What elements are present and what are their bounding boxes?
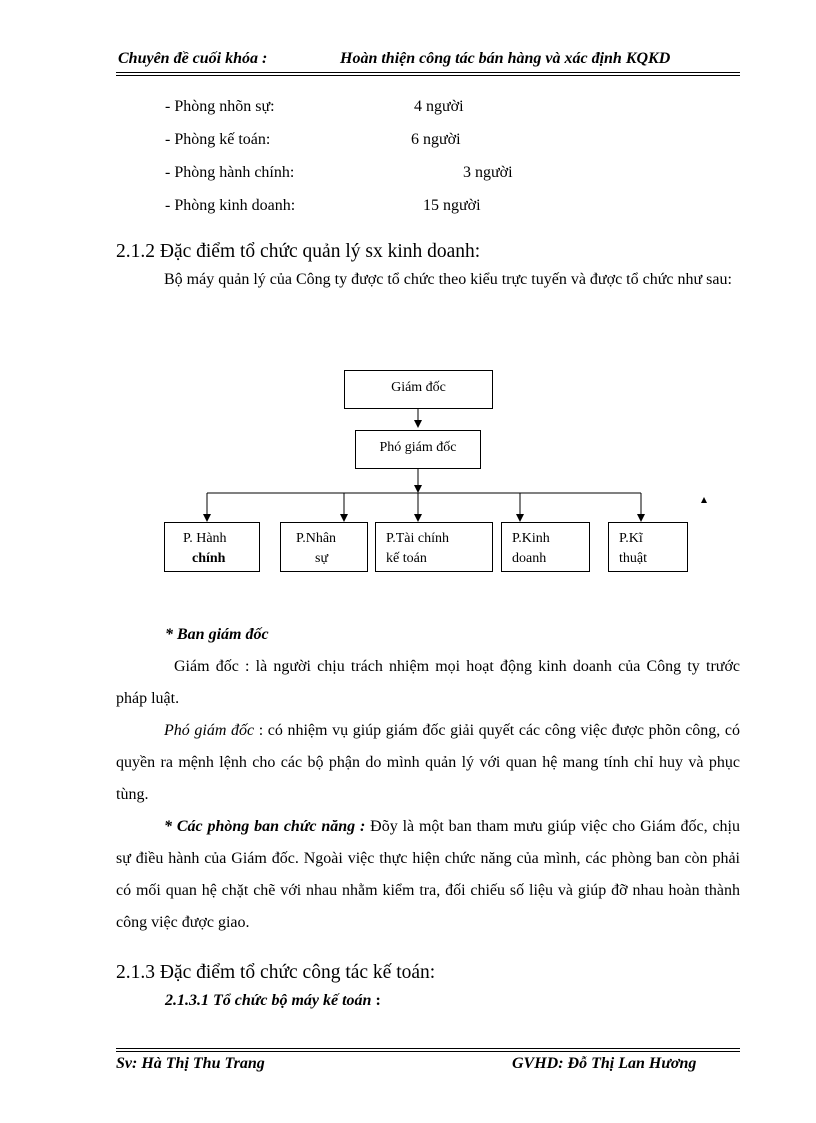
section-2131-title: 2.1.3.1 Tổ chức bộ máy kế toán [165, 992, 372, 1009]
section-2131-suffix: : [371, 992, 381, 1009]
org-box-dept [375, 522, 493, 572]
org-box-dept-line2: chính [192, 551, 226, 566]
staff-count: 4 người [414, 98, 464, 115]
org-box-dept-line2: sự [315, 551, 329, 566]
section-213-heading: 2.1.3 Đặc điểm tổ chức công tác kế toán: [116, 962, 436, 983]
footer-left: Sv: Hà Thị Thu Trang [116, 1055, 265, 1072]
board-departments-text: Đõy là một ban tham mưu giúp việc cho Giám đốc, chịu sự điều hành của Giám đốc. Ngoài việc thực hiện chức năng của mình, các phòng ban còn phải có mối quan hệ chặt chẽ với nhau nhằm kiểm tra, đối chiếu số liệu và giúp đỡ nhau hoàn thành công việc được giao. [116, 818, 741, 931]
org-box-director-label: Giám đốc [391, 380, 446, 395]
org-box-dept [164, 522, 260, 572]
org-box-dept-line2: kế toán [386, 551, 427, 566]
footer-rule-bottom [116, 1051, 740, 1052]
header-left: Chuyên đề cuối khóa : [118, 50, 268, 67]
org-box-dept-line2: doanh [512, 551, 547, 566]
header-right: Hoàn thiện công tác bán hàng và xác định KQKD [340, 50, 671, 67]
org-box-dept-line1: P.Kĩ [619, 531, 643, 546]
board-heading: * Ban giám đốc [165, 626, 269, 643]
board-deputy-label: Phó giám đốc [164, 722, 255, 739]
staff-dept: - Phòng kế toán: [165, 131, 271, 148]
board-deputy-text: : có nhiệm vụ giúp giám đốc giải quyết các công việc được phõn công, có quyền ra mệnh lệnh cho các bộ phận do mình quản lý với quan hệ mang tính chỉ huy và phục tùng. [116, 722, 741, 803]
org-box-dept-line1: P.Nhân [296, 531, 337, 546]
section-2131-heading [165, 992, 381, 1010]
footer-right: GVHD: Đỗ Thị Lan Hương [512, 1055, 697, 1072]
board-departments-paragraph [116, 811, 740, 939]
org-box-director [344, 370, 493, 409]
org-box-dept-line1: P.Kinh [512, 531, 550, 546]
section-212-intro: Bộ máy quản lý của Công ty được tổ chức theo kiểu trực tuyến và được tổ chức như sau: [164, 271, 732, 288]
org-box-deputy [355, 430, 481, 469]
staff-count: 6 người [411, 131, 461, 148]
org-box-dept-line1: P. Hành [183, 531, 227, 546]
org-box-dept-line1: P.Tài chính [386, 531, 449, 546]
staff-dept: - Phòng hành chính: [165, 164, 295, 181]
footer-rule-top [116, 1048, 740, 1049]
org-box-dept-line2: thuật [619, 551, 647, 566]
staff-count: 3 người [463, 164, 513, 181]
staff-dept: - Phòng kinh doanh: [165, 197, 296, 214]
org-box-deputy-label: Phó giám đốc [379, 440, 457, 455]
board-director-paragraph: Giám đốc : là người chịu trách nhiệm mọi hoạt động kinh doanh của Công ty trước pháp luật. [116, 658, 740, 707]
staff-count: 15 người [423, 197, 481, 214]
org-box-dept [608, 522, 688, 572]
board-deputy-paragraph [116, 715, 740, 811]
org-box-dept [501, 522, 590, 572]
section-212-heading: 2.1.2 Đặc điểm tổ chức quản lý sx kinh doanh: [116, 241, 481, 262]
org-box-dept [280, 522, 368, 572]
board-departments-label: * Các phòng ban chức năng : [164, 818, 366, 835]
staff-dept: - Phòng nhõn sự: [165, 98, 275, 115]
